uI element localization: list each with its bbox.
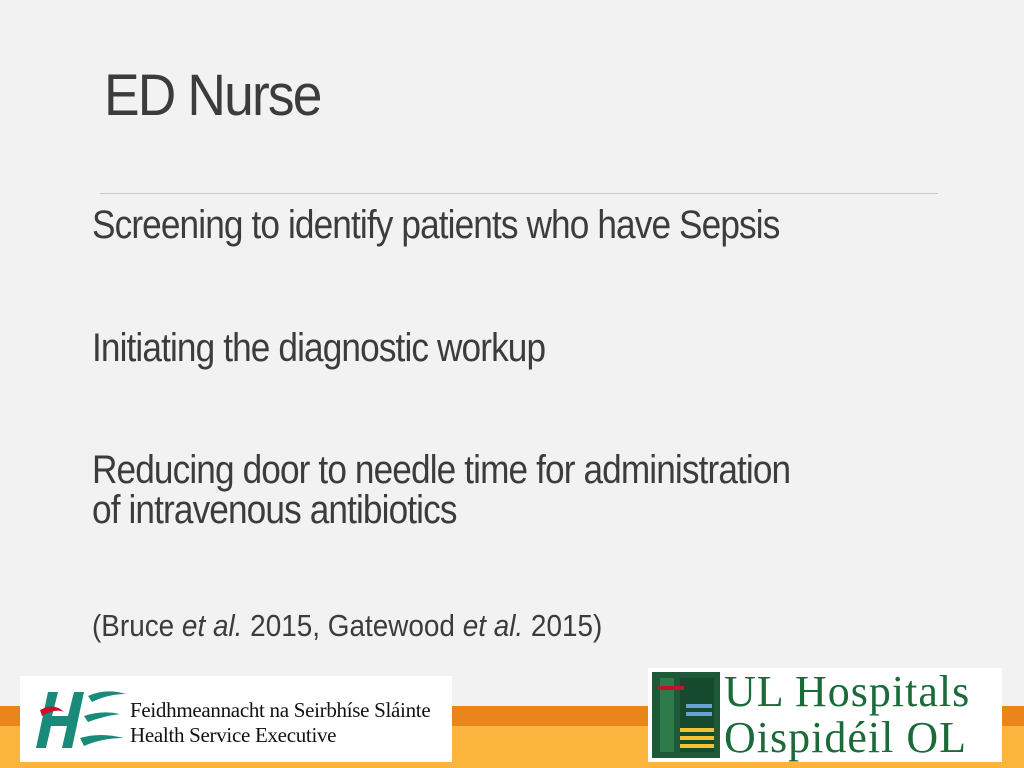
citation-italic2: et al. (462, 608, 524, 643)
ul-logo-line2: Oispidéil OL (724, 713, 967, 762)
point-door-to-needle: Reducing door to needle time for administration (92, 448, 791, 492)
citation-part1: (Bruce (92, 608, 182, 643)
slide-title: ED Nurse (104, 63, 321, 128)
point-diagnostic-workup: Initiating the diagnostic workup (92, 326, 546, 370)
point-screening: Screening to identify patients who have Sepsis (92, 203, 780, 247)
citation-italic1: et al. (181, 608, 243, 643)
hse-logo (20, 676, 452, 762)
hse-logo-line1: Feidhmeannacht na Seirbhíse Sláinte (130, 698, 431, 722)
ul-hospitals-logo (648, 668, 1002, 762)
hse-logo-icon (34, 682, 130, 756)
citation-part3: 2015) (523, 608, 603, 643)
citation-part2: 2015, Gatewood (242, 608, 463, 643)
ul-logo-line1: UL Hospitals (724, 667, 971, 716)
title-divider (100, 193, 938, 194)
hse-logo-line2: Health Service Executive (130, 723, 337, 747)
citation (92, 608, 602, 644)
point-door-to-needle-cont: of intravenous antibiotics (92, 488, 457, 532)
ul-hospitals-logo-icon (650, 670, 722, 760)
